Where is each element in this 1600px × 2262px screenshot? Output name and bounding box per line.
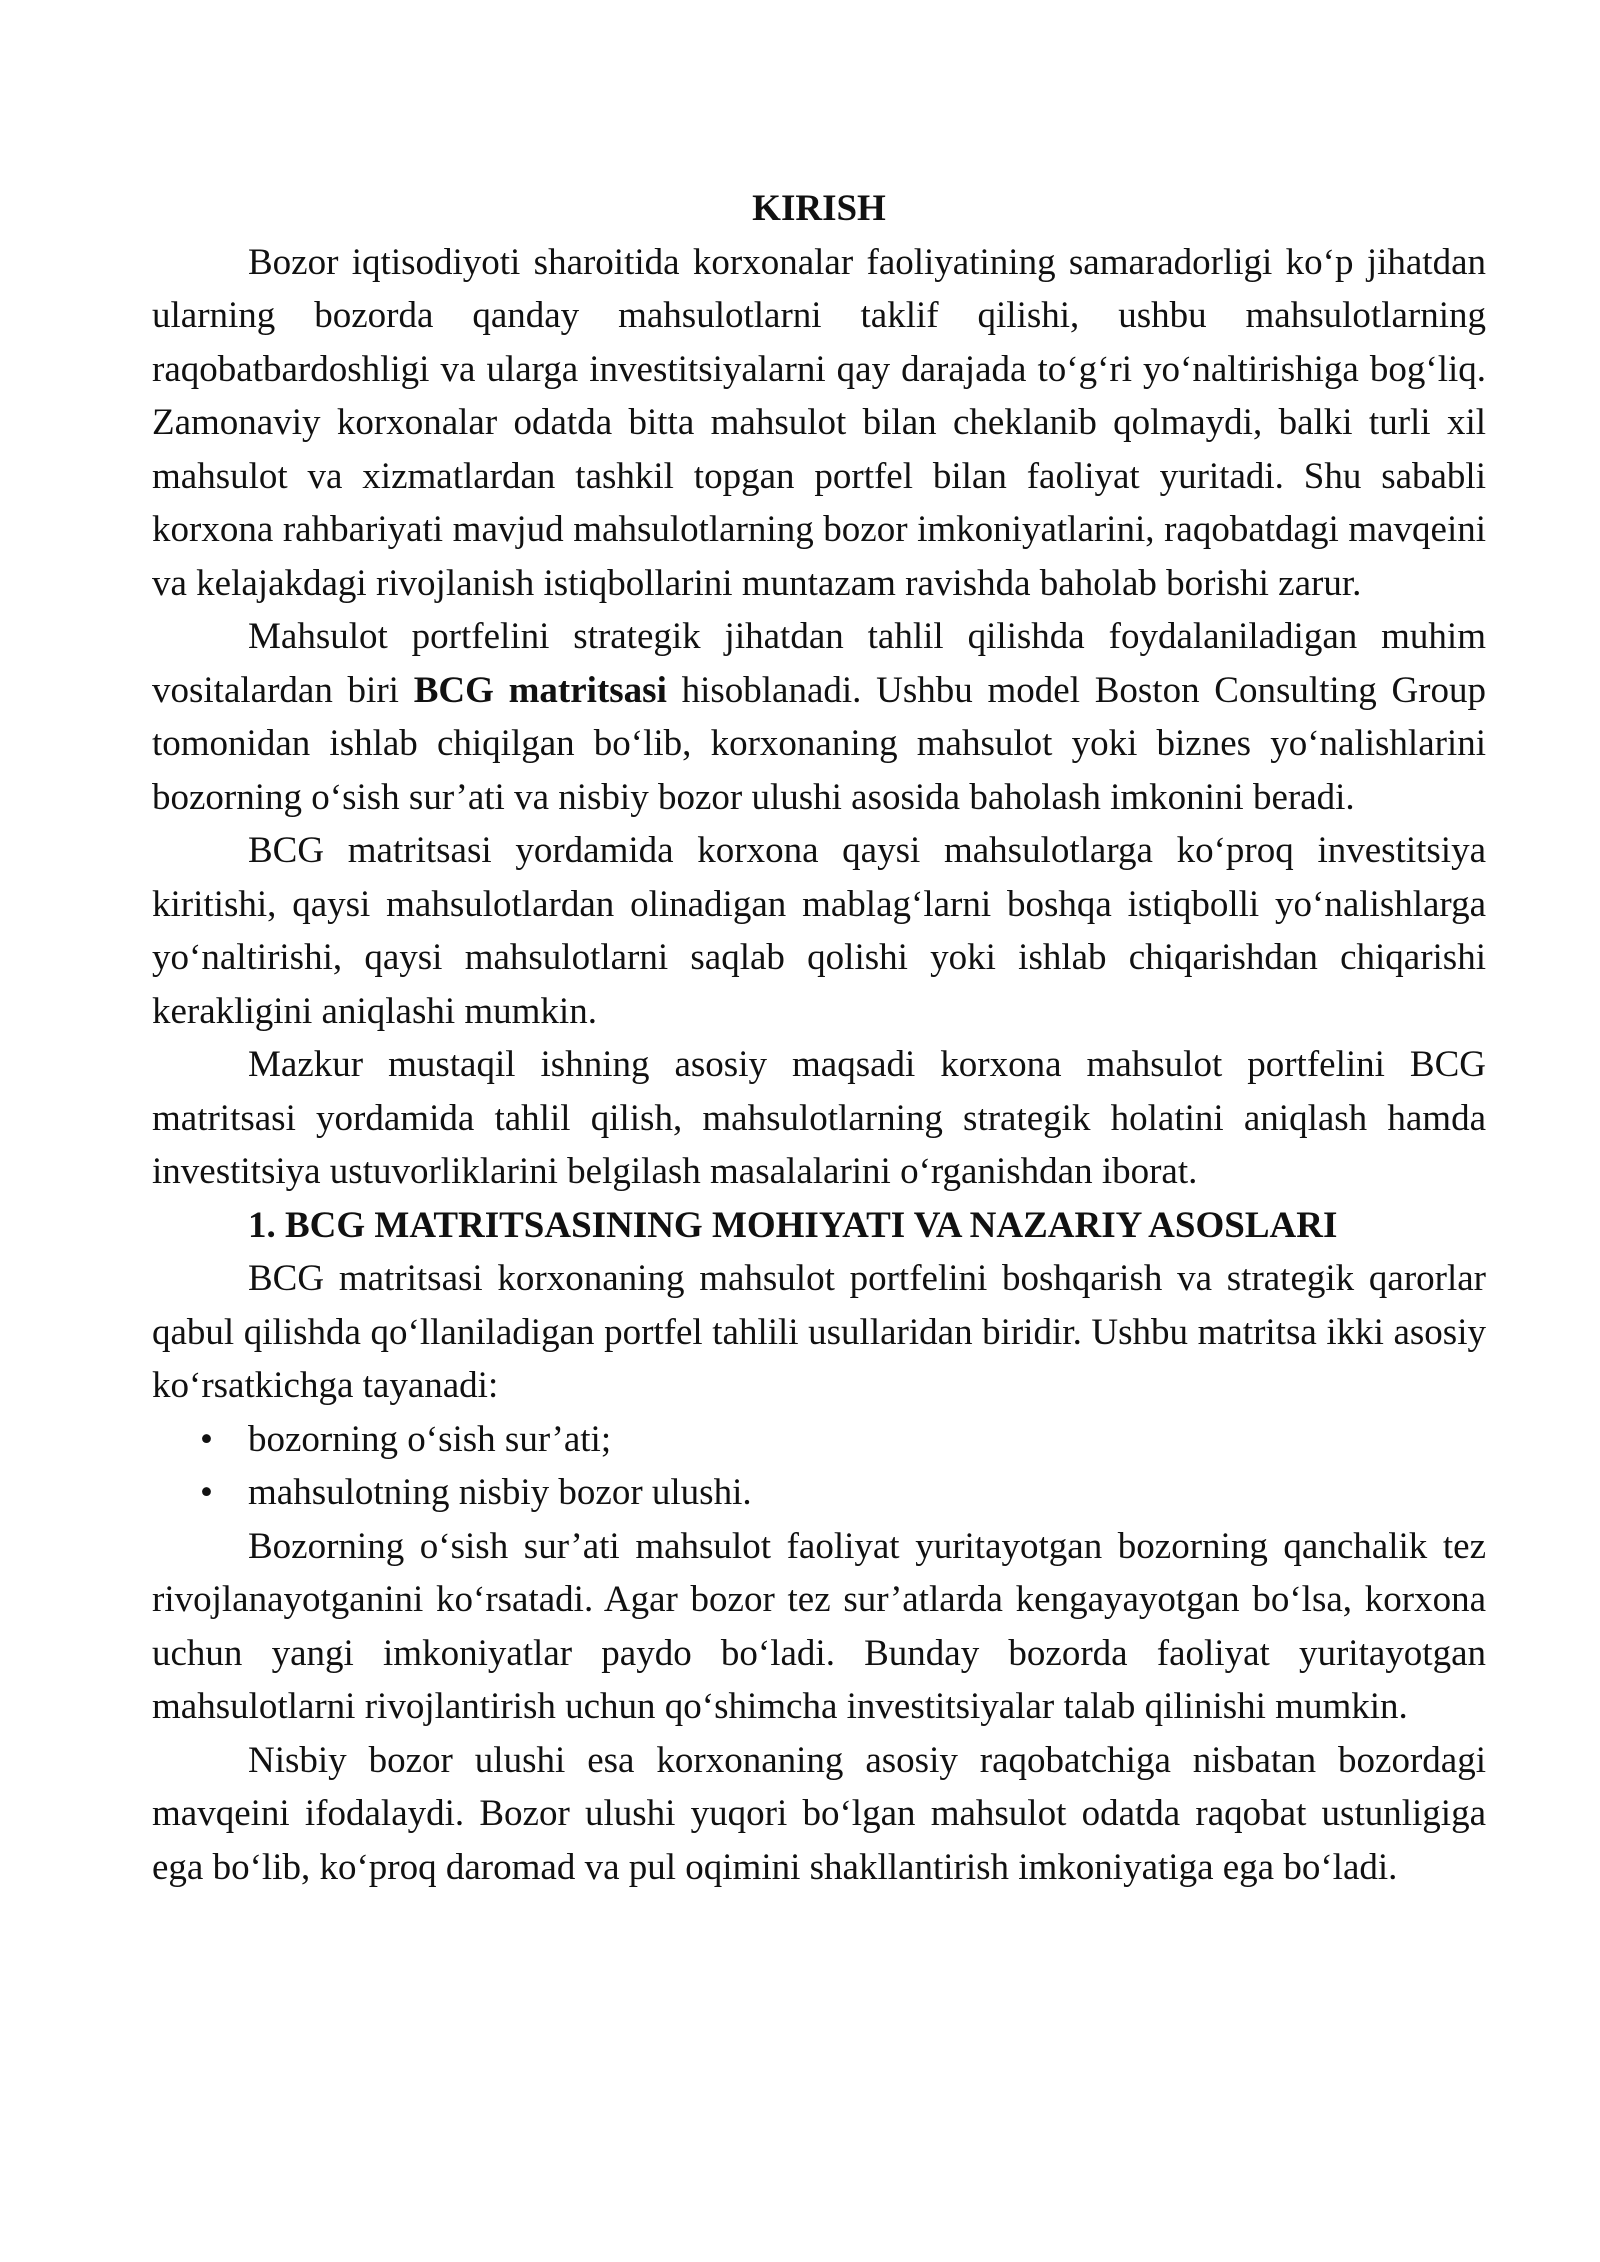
list-item xyxy=(152,1466,1486,1520)
indicator-list xyxy=(152,1413,1486,1520)
section-1-paragraph-3: Nisbiy bozor ulushi esa korxonaning asosiy raqobatchiga nisbatan bozordagi mavqeini ifodalaydi. Bozor ulushi yuqori bo‘lgan mahsulot odatda raqobat ustunligiga ega bo‘lib, ko‘proq daromad va pul oqimini shakllantirish imkoniyatiga ega bo‘ladi. xyxy=(152,1739,1486,1888)
section-1-paragraph-2: Bozorning o‘sish sur’ati mahsulot faoliyat yuritayotgan bozorning qanchalik tez rivojlanayotganini ko‘rsatadi. Agar bozor tez sur’atlarda kengayayotgan bo‘lsa, korxona uchun yangi imkoniyatlar paydo bo‘ladi. Bunday bozorda faoliyat yuritayotgan mahsulotlarni rivojlantirish uchun qo‘shimcha investitsiyalar talab qilinishi mumkin. xyxy=(152,1525,1486,1727)
list-item-text: bozorning o‘sish sur’ati; xyxy=(248,1418,612,1460)
intro-paragraph-4: Mazkur mustaqil ishning asosiy maqsadi korxona mahsulot portfelini BCG matritsasi yordamida tahlil qilish, mahsulotlarning strategik holatini aniqlash hamda investitsiya ustuvorliklarini belgilash masalalarini o‘rganishdan iborat. xyxy=(152,1044,1486,1192)
intro-paragraph-1: Bozor iqtisodiyoti sharoitida korxonalar faoliyatining samaradorligi ko‘p jihatdan ularning bozorda qanday mahsulotlarni taklif qilishi, ushbu mahsulotlarning raqobatbardoshligi va ularga investitsiyalarni qay darajada to‘g‘ri yo‘naltirishiga bog‘liq. Zamonaviy korxonalar odatda bitta mahsulot bilan cheklanib qolmaydi, balki turli xil mahsulot va xizmatlardan tashkil topgan portfel bilan faoliyat yuritadi. Shu sababli korxona rahbariyati mavjud mahsulotlarning bozor imkoniyatlarini, raqobatdagi mavqeini va kelajakdagi rivojlanish istiqbollarini muntazam ravishda baholab borishi zarur. xyxy=(152,241,1486,604)
bcg-matrix-bold-term: BCG matritsasi xyxy=(413,669,667,711)
bullet-icon: • xyxy=(200,1418,213,1460)
intro-paragraph-2 xyxy=(152,610,1486,824)
bullet-icon: • xyxy=(200,1472,213,1513)
intro-paragraph-3: BCG matritsasi yordamida korxona qaysi mahsulotlarga ko‘proq investitsiya kiritishi, qaysi mahsulotlardan olinadigan mablag‘larni boshqa istiqbolli yo‘nalishlarga yo‘naltirishi, qaysi mahsulotlarni saqlab qolishi yoki ishlab chiqarishdan chiqarishi kerakligini aniqlashi mumkin. xyxy=(152,830,1486,1032)
list-item-text: mahsulotning nisbiy bozor ulushi. xyxy=(248,1472,752,1513)
list-item xyxy=(152,1413,1486,1467)
intro-heading: KIRISH xyxy=(752,188,886,229)
document-page xyxy=(152,182,1486,1894)
intro-paragraph-2-text-end: hisoblanadi. Ushbu model Boston Consulting Group tomonidan ishlab chiqilgan bo‘lib, korxonaning mahsulot yoki biznes yo‘nalishlarini bozorning o‘sish sur’ati va nisbiy bozor ulushi asosida baholash imkonini beradi. xyxy=(152,669,1486,818)
section-1-paragraph-1: BCG matritsasi korxonaning mahsulot portfelini boshqarish va strategik qarorlar qabul qilishda qo‘llaniladigan portfel tahlili usullaridan biridir. Ushbu matritsa ikki asosiy ko‘rsatkichga tayanadi: xyxy=(152,1258,1486,1406)
intro-paragraph-2-text-start: Mahsulot portfelini strategik jihatdan tahlil qilishda foydalaniladigan muhim vositalardan biri xyxy=(152,616,1486,711)
section-1-heading: 1. BCG MATRITSASINING MOHIYATI VA NAZARIY ASOSLARI xyxy=(248,1204,1338,1246)
